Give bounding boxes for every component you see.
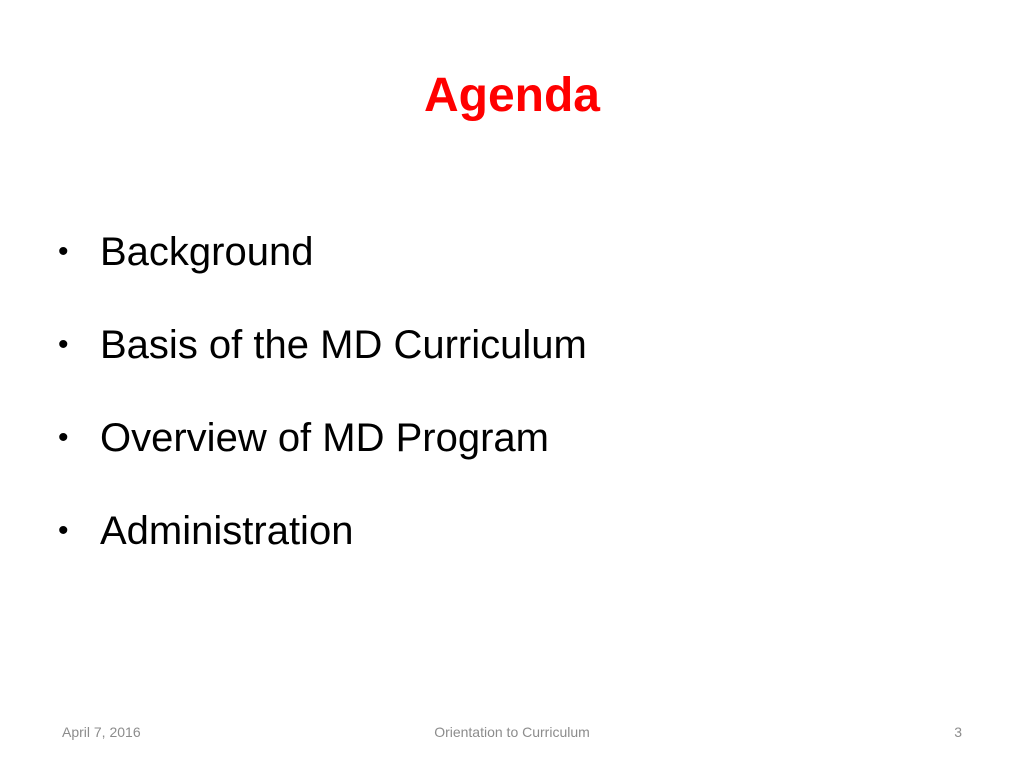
bullet-item [58, 391, 587, 484]
bullet-text: Background [100, 229, 314, 274]
footer-title: Orientation to Curriculum [434, 724, 590, 740]
bullet-item [58, 205, 587, 298]
bullet-item [58, 298, 587, 391]
bullet-text: Overview of MD Program [100, 415, 549, 460]
bullet-list [58, 205, 587, 577]
bullet-text: Basis of the MD Curriculum [100, 322, 587, 367]
page-number: 3 [954, 724, 962, 740]
footer-date: April 7, 2016 [62, 724, 141, 740]
bullet-text: Administration [100, 508, 354, 553]
bullet-icon: • [58, 234, 69, 268]
bullet-icon: • [58, 420, 69, 454]
bullet-icon: • [58, 513, 69, 547]
bullet-item [58, 484, 587, 577]
slide-title: Agenda [423, 69, 600, 122]
bullet-icon: • [58, 327, 69, 361]
